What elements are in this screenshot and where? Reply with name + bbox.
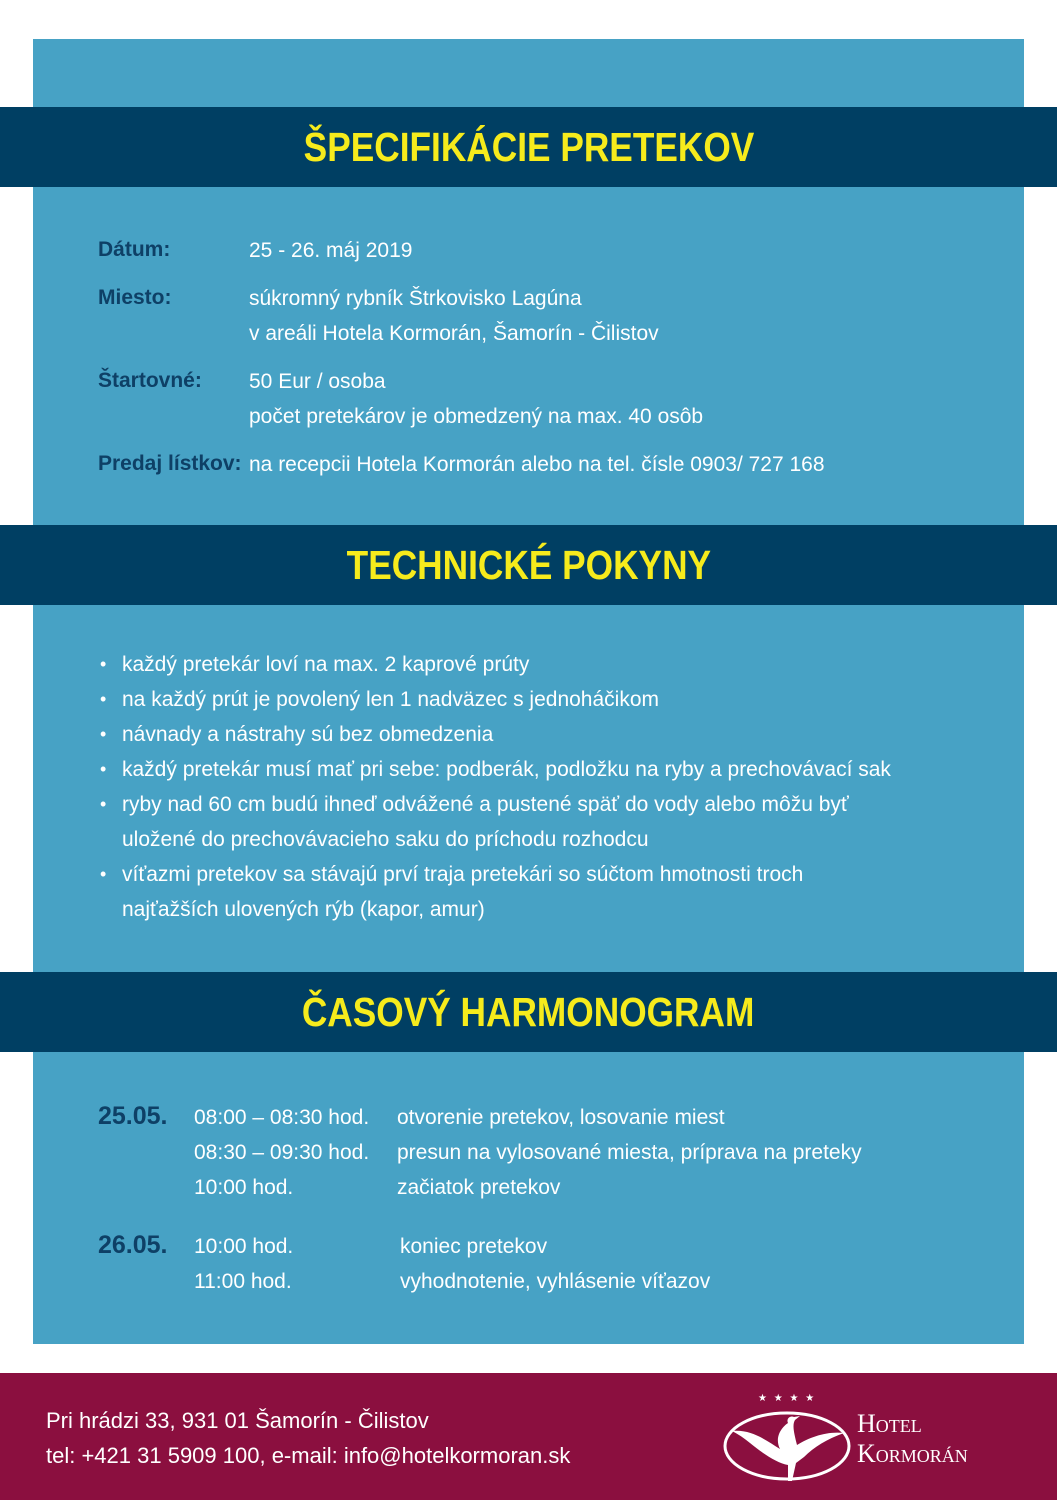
schedule-desc: koniec pretekov [400, 1235, 548, 1258]
schedule-time: 10:00 hod. [194, 1235, 294, 1258]
value-fee-line1: 50 Eur / osoba [249, 370, 386, 393]
footer-phone-email: tel: +421 31 5909 100, e-mail: info@hotelkormoran.sk [46, 1443, 571, 1468]
value-place-line1: súkromný rybník Štrkovisko Lagúna [249, 287, 582, 310]
label-fee: Štartovné: [98, 369, 202, 392]
list-item: • návnady a nástrahy sú bez obmedzenia [98, 717, 958, 752]
logo-line-hotel: Hotel [857, 1409, 922, 1438]
list-item: • na každý prút je povolený len 1 nadväzec s jednoháčikom [98, 682, 958, 717]
footer [0, 1373, 1057, 1500]
label-tickets: Predaj lístkov: [98, 452, 242, 475]
list-item: • ryby nad 60 cm budú ihneď odvážené a pustené späť do vody alebo môžu byť uložené do prechovávacieho saku do príchodu rozhodcu [98, 787, 902, 857]
hotel-logo [722, 1391, 1022, 1486]
bullet-icon: • [100, 654, 107, 674]
rules-list [98, 647, 958, 927]
schedule-time: 08:30 – 09:30 hod. [194, 1141, 370, 1164]
schedule-time: 11:00 hod. [194, 1270, 292, 1293]
logo-stars: ★ ★ ★ ★ [758, 1393, 817, 1404]
bullet-icon: • [100, 724, 107, 744]
bullet-icon: • [100, 759, 107, 779]
footer-contact [46, 1403, 570, 1473]
value-place-line2: v areáli Hotela Kormorán, Šamorín - Čilistov [249, 322, 659, 345]
list-item: • každý pretekár musí mať pri sebe: podberák, podložku na ryby a prechovávací sak [98, 752, 958, 787]
value-date: 25 - 26. máj 2019 [249, 239, 413, 262]
schedule-date-day1: 25.05. [98, 1102, 168, 1130]
bullet-icon: • [100, 794, 107, 814]
list-item: • každý pretekár loví na max. 2 kaprové prúty [98, 647, 958, 682]
list-item: • víťazmi pretekov sa stávajú prví traja pretekári so súčtom hmotnosti troch najťažších ulovených rýb (kapor, amur) [98, 857, 902, 927]
label-date: Dátum: [98, 238, 171, 261]
schedule-desc: začiatok pretekov [397, 1176, 561, 1199]
value-tickets: na recepcii Hotela Kormorán alebo na tel. čísle 0903/ 727 168 [249, 453, 825, 476]
label-place: Miesto: [98, 286, 172, 309]
section-title-technical: TECHNICKÉ POKYNY [346, 541, 711, 588]
section-title-specifications: ŠPECIFIKÁCIE PRETEKOV [303, 123, 754, 170]
section-band-specifications [0, 107, 1057, 187]
logo-wordmark [857, 1409, 968, 1469]
cormorant-bird-icon [722, 1391, 852, 1486]
schedule-desc: presun na vylosované miesta, príprava na preteky [397, 1141, 862, 1164]
schedule-time: 10:00 hod. [194, 1176, 294, 1199]
schedule-desc: otvorenie pretekov, losovanie miest [397, 1106, 725, 1129]
footer-address: Pri hrádzi 33, 931 01 Šamorín - Čilistov [46, 1408, 429, 1433]
section-title-schedule: ČASOVÝ HARMONOGRAM [302, 988, 755, 1035]
schedule-date-day2: 26.05. [98, 1231, 168, 1259]
schedule-desc: vyhodnotenie, vyhlásenie víťazov [400, 1270, 711, 1293]
bullet-icon: • [100, 689, 107, 709]
value-fee-line2: počet pretekárov je obmedzený na max. 40 osôb [249, 405, 704, 428]
section-band-technical [0, 525, 1057, 605]
logo-line-kormoran: Kormorán [857, 1439, 968, 1468]
schedule-time: 08:00 – 08:30 hod. [194, 1106, 370, 1129]
bullet-icon: • [100, 864, 107, 884]
section-band-schedule [0, 972, 1057, 1052]
